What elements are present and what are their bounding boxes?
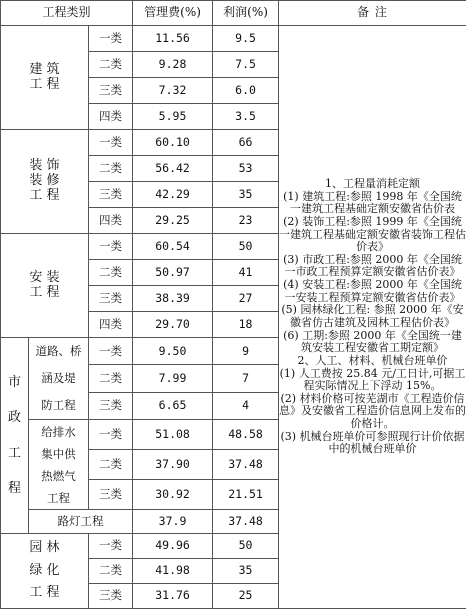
mgmt-cell: 41.98: [133, 559, 213, 584]
profit-cell: 3.5: [213, 104, 279, 130]
profit-cell: 37.48: [213, 510, 279, 534]
mgmt-cell: 9.50: [133, 338, 213, 365]
note-line: (3) 市政工程:参照 2000 年《全国统一市政工程预算定额安徽省估价表》: [283, 252, 462, 279]
class-cell: 三类: [89, 584, 133, 609]
mgmt-cell: 6.65: [133, 392, 213, 419]
profit-cell: 48.58: [213, 420, 279, 450]
class-cell: 二类: [89, 52, 133, 78]
subcategory-street-light: 路灯工程: [29, 510, 133, 534]
header-management-fee: 管理费(%): [133, 1, 213, 26]
remarks-cell: [279, 26, 466, 609]
profit-cell: 50: [213, 534, 279, 559]
mgmt-cell: 7.99: [133, 365, 213, 392]
profit-cell: 23: [213, 208, 279, 234]
class-cell: 三类: [89, 78, 133, 104]
class-cell: 一类: [89, 234, 133, 260]
class-cell: 二类: [89, 559, 133, 584]
profit-cell: 7: [213, 365, 279, 392]
mgmt-cell: 29.25: [133, 208, 213, 234]
mgmt-cell: 49.96: [133, 534, 213, 559]
class-cell: 四类: [89, 208, 133, 234]
header-category: 工程类别: [1, 1, 133, 26]
class-cell: 三类: [89, 392, 133, 419]
note-line: (3) 机械台班单价可参照现行计价依据中的机械台班单价: [280, 429, 465, 456]
mgmt-cell: 38.39: [133, 286, 213, 312]
header-remarks: 备 注: [279, 1, 466, 26]
table-row: [1, 26, 466, 52]
class-cell: 二类: [89, 365, 133, 392]
note-line: (5) 园林绿化工程: 参照 2000 年《安徽省仿古建筑及园林工程估价表》: [281, 303, 464, 329]
profit-cell: 6.0: [213, 78, 279, 104]
mgmt-cell: 37.90: [133, 450, 213, 480]
category-municipal: 市 政 工 程: [1, 338, 29, 534]
note-line: (2) 装饰工程:参照 1999 年《全国统一建筑工程基础定额安徽省装饰工程估价表》: [279, 214, 466, 254]
class-cell: 四类: [89, 104, 133, 130]
class-cell: 二类: [89, 260, 133, 286]
class-cell: 一类: [89, 534, 133, 559]
note-line: (2) 材料价格可按芜湖市《工程造价信息》及安徽省工程造价信息网上发布的价格计。: [279, 391, 466, 431]
class-cell: 四类: [89, 312, 133, 338]
mgmt-cell: 7.32: [133, 78, 213, 104]
note-line: (6) 工期:参照 2000 年《全国统一建筑安装工程安徽省工期定额》: [283, 328, 462, 355]
class-cell: 一类: [89, 338, 133, 365]
profit-cell: 37.48: [213, 450, 279, 480]
profit-cell: 53: [213, 156, 279, 182]
note-line: (4) 安装工程:参照 2000 年《全国统一安装工程预算定额安徽省估价表》: [283, 278, 462, 304]
mgmt-cell: 51.08: [133, 420, 213, 450]
mgmt-cell: 50.97: [133, 260, 213, 286]
profit-cell: 35: [213, 559, 279, 584]
profit-cell: 9.5: [213, 26, 279, 52]
profit-cell: 21.51: [213, 480, 279, 510]
class-cell: 三类: [89, 286, 133, 312]
profit-cell: 9: [213, 338, 279, 365]
header-row: [1, 1, 466, 26]
category-installation: 安 装 工 程: [1, 234, 89, 338]
header-profit: 利润(%): [213, 1, 279, 26]
subcategory-road-bridge: 道路、桥 涵及堤 防工程: [29, 338, 89, 420]
note-line: 2、人工、材料、机械台班单价: [297, 353, 448, 367]
class-cell: 二类: [89, 450, 133, 480]
class-cell: 三类: [89, 480, 133, 510]
mgmt-cell: 60.54: [133, 234, 213, 260]
mgmt-cell: 11.56: [133, 26, 213, 52]
class-cell: 三类: [89, 182, 133, 208]
category-construction: 建 筑 工 程: [1, 26, 89, 130]
mgmt-cell: 42.29: [133, 182, 213, 208]
profit-cell: 41: [213, 260, 279, 286]
profit-cell: 35: [213, 182, 279, 208]
class-cell: 一类: [89, 420, 133, 450]
profit-cell: 66: [213, 130, 279, 156]
class-cell: 二类: [89, 156, 133, 182]
profit-cell: 50: [213, 234, 279, 260]
class-cell: 一类: [89, 26, 133, 52]
mgmt-cell: 5.95: [133, 104, 213, 130]
note-line: (1) 人工费按 25.84 元/工日计,可据工程实际情况上下浮动 15%。: [279, 366, 466, 393]
mgmt-cell: 37.9: [133, 510, 213, 534]
mgmt-cell: 29.70: [133, 312, 213, 338]
profit-cell: 18: [213, 312, 279, 338]
profit-cell: 25: [213, 584, 279, 609]
mgmt-cell: 30.92: [133, 480, 213, 510]
profit-cell: 4: [213, 392, 279, 419]
profit-cell: 27: [213, 286, 279, 312]
subcategory-water-heat-gas: 给排水 集中供 热燃气 工程: [29, 420, 89, 510]
profit-cell: 7.5: [213, 52, 279, 78]
category-garden: 园 林 绿 化 工 程: [1, 534, 89, 609]
class-cell: 一类: [89, 130, 133, 156]
mgmt-cell: 31.76: [133, 584, 213, 609]
note-line: 1、工程量消耗定额: [325, 176, 421, 190]
note-line: (1) 建筑工程:参照 1998 年《全国统一建筑工程基础定额安徽省估价表: [283, 189, 462, 216]
mgmt-cell: 60.10: [133, 130, 213, 156]
mgmt-cell: 9.28: [133, 52, 213, 78]
mgmt-cell: 56.42: [133, 156, 213, 182]
category-decoration: 装 饰 装 修 工 程: [1, 130, 89, 234]
